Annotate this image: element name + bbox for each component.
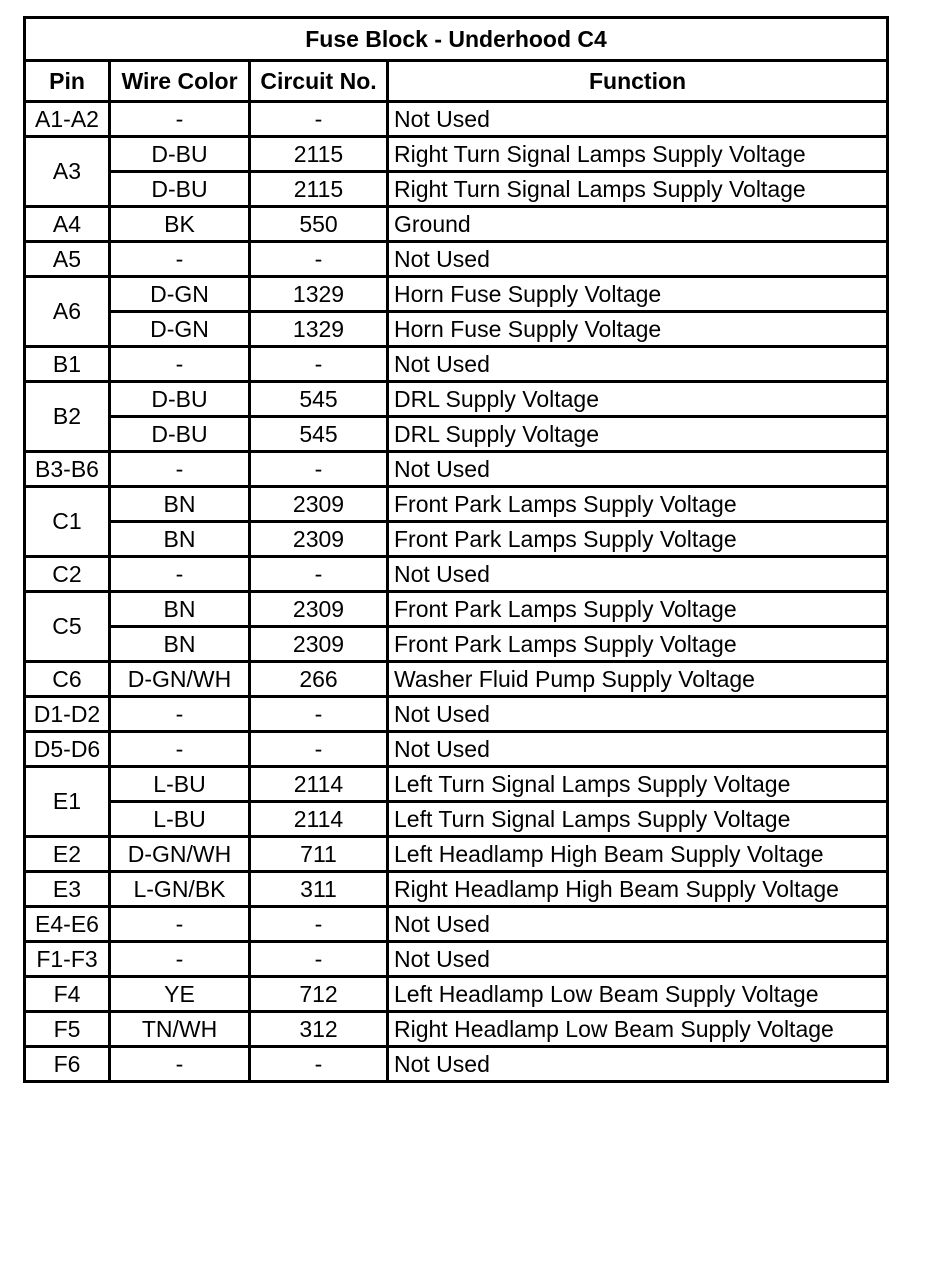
function-cell: Not Used bbox=[388, 102, 888, 137]
pin-cell: F4 bbox=[25, 977, 110, 1012]
function-cell: Not Used bbox=[388, 907, 888, 942]
table-row bbox=[25, 837, 888, 872]
pin-cell: D5-D6 bbox=[25, 732, 110, 767]
wire-color-cell: - bbox=[110, 732, 250, 767]
wire-color-cell: - bbox=[110, 907, 250, 942]
table-row bbox=[25, 802, 888, 837]
table-body bbox=[25, 102, 888, 1082]
function-cell: DRL Supply Voltage bbox=[388, 382, 888, 417]
table-row bbox=[25, 452, 888, 487]
function-cell: Right Headlamp High Beam Supply Voltage bbox=[388, 872, 888, 907]
table-row bbox=[25, 767, 888, 802]
header-circuit-no: Circuit No. bbox=[250, 61, 388, 102]
table-row bbox=[25, 907, 888, 942]
pin-cell: E1 bbox=[25, 767, 110, 837]
pin-cell: A6 bbox=[25, 277, 110, 347]
function-cell: Right Headlamp Low Beam Supply Voltage bbox=[388, 1012, 888, 1047]
table-row bbox=[25, 977, 888, 1012]
wire-color-cell: L-GN/BK bbox=[110, 872, 250, 907]
function-cell: Front Park Lamps Supply Voltage bbox=[388, 592, 888, 627]
circuit-no-cell: 2309 bbox=[250, 627, 388, 662]
circuit-no-cell: - bbox=[250, 697, 388, 732]
function-cell: DRL Supply Voltage bbox=[388, 417, 888, 452]
pin-cell: C1 bbox=[25, 487, 110, 557]
wire-color-cell: BN bbox=[110, 592, 250, 627]
circuit-no-cell: - bbox=[250, 242, 388, 277]
wire-color-cell: - bbox=[110, 942, 250, 977]
function-cell: Not Used bbox=[388, 347, 888, 382]
table-row bbox=[25, 207, 888, 242]
function-cell: Not Used bbox=[388, 732, 888, 767]
function-cell: Not Used bbox=[388, 452, 888, 487]
function-cell: Left Turn Signal Lamps Supply Voltage bbox=[388, 802, 888, 837]
circuit-no-cell: - bbox=[250, 557, 388, 592]
function-cell: Not Used bbox=[388, 1047, 888, 1082]
pin-cell: A5 bbox=[25, 242, 110, 277]
pin-cell: F1-F3 bbox=[25, 942, 110, 977]
wire-color-cell: - bbox=[110, 242, 250, 277]
function-cell: Not Used bbox=[388, 697, 888, 732]
circuit-no-cell: 1329 bbox=[250, 312, 388, 347]
pin-cell: A3 bbox=[25, 137, 110, 207]
table-row bbox=[25, 487, 888, 522]
table-row bbox=[25, 662, 888, 697]
function-cell: Right Turn Signal Lamps Supply Voltage bbox=[388, 172, 888, 207]
pin-cell: C2 bbox=[25, 557, 110, 592]
pin-cell: A4 bbox=[25, 207, 110, 242]
wire-color-cell: BN bbox=[110, 487, 250, 522]
table-row bbox=[25, 1012, 888, 1047]
function-cell: Horn Fuse Supply Voltage bbox=[388, 312, 888, 347]
function-cell: Left Headlamp Low Beam Supply Voltage bbox=[388, 977, 888, 1012]
pin-cell: E3 bbox=[25, 872, 110, 907]
wire-color-cell: - bbox=[110, 557, 250, 592]
pin-cell: C6 bbox=[25, 662, 110, 697]
table-row bbox=[25, 627, 888, 662]
function-cell: Horn Fuse Supply Voltage bbox=[388, 277, 888, 312]
circuit-no-cell: 311 bbox=[250, 872, 388, 907]
circuit-no-cell: - bbox=[250, 732, 388, 767]
function-cell: Front Park Lamps Supply Voltage bbox=[388, 522, 888, 557]
table-title: Fuse Block - Underhood C4 bbox=[25, 18, 888, 61]
wire-color-cell: YE bbox=[110, 977, 250, 1012]
table-row bbox=[25, 522, 888, 557]
table-row bbox=[25, 382, 888, 417]
wire-color-cell: - bbox=[110, 1047, 250, 1082]
wire-color-cell: D-BU bbox=[110, 417, 250, 452]
pin-cell: B1 bbox=[25, 347, 110, 382]
circuit-no-cell: - bbox=[250, 452, 388, 487]
function-cell: Washer Fluid Pump Supply Voltage bbox=[388, 662, 888, 697]
function-cell: Not Used bbox=[388, 942, 888, 977]
wire-color-cell: BN bbox=[110, 522, 250, 557]
circuit-no-cell: 2114 bbox=[250, 767, 388, 802]
table-row bbox=[25, 557, 888, 592]
circuit-no-cell: 2115 bbox=[250, 172, 388, 207]
circuit-no-cell: 2309 bbox=[250, 522, 388, 557]
table-row bbox=[25, 732, 888, 767]
circuit-no-cell: 266 bbox=[250, 662, 388, 697]
table-row bbox=[25, 872, 888, 907]
wire-color-cell: - bbox=[110, 347, 250, 382]
header-pin: Pin bbox=[25, 61, 110, 102]
wire-color-cell: - bbox=[110, 697, 250, 732]
table-row bbox=[25, 277, 888, 312]
header-function: Function bbox=[388, 61, 888, 102]
pin-cell: F6 bbox=[25, 1047, 110, 1082]
wire-color-cell: BK bbox=[110, 207, 250, 242]
circuit-no-cell: - bbox=[250, 1047, 388, 1082]
pin-cell: C5 bbox=[25, 592, 110, 662]
table-row bbox=[25, 697, 888, 732]
table-row bbox=[25, 347, 888, 382]
table-row bbox=[25, 417, 888, 452]
wire-color-cell: - bbox=[110, 102, 250, 137]
wire-color-cell: L-BU bbox=[110, 767, 250, 802]
circuit-no-cell: - bbox=[250, 907, 388, 942]
wire-color-cell: - bbox=[110, 452, 250, 487]
function-cell: Left Headlamp High Beam Supply Voltage bbox=[388, 837, 888, 872]
table-row bbox=[25, 102, 888, 137]
function-cell: Not Used bbox=[388, 242, 888, 277]
wire-color-cell: D-GN bbox=[110, 312, 250, 347]
table-row bbox=[25, 592, 888, 627]
circuit-no-cell: 711 bbox=[250, 837, 388, 872]
function-cell: Not Used bbox=[388, 557, 888, 592]
circuit-no-cell: 1329 bbox=[250, 277, 388, 312]
pin-cell: B2 bbox=[25, 382, 110, 452]
function-cell: Right Turn Signal Lamps Supply Voltage bbox=[388, 137, 888, 172]
wire-color-cell: D-GN/WH bbox=[110, 837, 250, 872]
table-row bbox=[25, 942, 888, 977]
table-row bbox=[25, 242, 888, 277]
wire-color-cell: D-GN bbox=[110, 277, 250, 312]
wire-color-cell: TN/WH bbox=[110, 1012, 250, 1047]
function-cell: Front Park Lamps Supply Voltage bbox=[388, 487, 888, 522]
wire-color-cell: D-BU bbox=[110, 172, 250, 207]
circuit-no-cell: - bbox=[250, 347, 388, 382]
table-row bbox=[25, 312, 888, 347]
wire-color-cell: D-BU bbox=[110, 382, 250, 417]
wire-color-cell: D-BU bbox=[110, 137, 250, 172]
pin-cell: D1-D2 bbox=[25, 697, 110, 732]
circuit-no-cell: 2114 bbox=[250, 802, 388, 837]
pin-cell: E2 bbox=[25, 837, 110, 872]
circuit-no-cell: 2115 bbox=[250, 137, 388, 172]
header-row bbox=[25, 61, 888, 102]
table-row bbox=[25, 137, 888, 172]
table-row bbox=[25, 172, 888, 207]
circuit-no-cell: 2309 bbox=[250, 487, 388, 522]
table-row bbox=[25, 1047, 888, 1082]
circuit-no-cell: 545 bbox=[250, 382, 388, 417]
circuit-no-cell: 2309 bbox=[250, 592, 388, 627]
fuse-block-table bbox=[23, 16, 889, 1083]
circuit-no-cell: 545 bbox=[250, 417, 388, 452]
pin-cell: B3-B6 bbox=[25, 452, 110, 487]
pin-cell: E4-E6 bbox=[25, 907, 110, 942]
pin-cell: A1-A2 bbox=[25, 102, 110, 137]
wire-color-cell: BN bbox=[110, 627, 250, 662]
title-row bbox=[25, 18, 888, 61]
pin-cell: F5 bbox=[25, 1012, 110, 1047]
circuit-no-cell: 712 bbox=[250, 977, 388, 1012]
circuit-no-cell: - bbox=[250, 102, 388, 137]
function-cell: Left Turn Signal Lamps Supply Voltage bbox=[388, 767, 888, 802]
wire-color-cell: L-BU bbox=[110, 802, 250, 837]
function-cell: Front Park Lamps Supply Voltage bbox=[388, 627, 888, 662]
function-cell: Ground bbox=[388, 207, 888, 242]
header-wire-color: Wire Color bbox=[110, 61, 250, 102]
circuit-no-cell: 312 bbox=[250, 1012, 388, 1047]
wire-color-cell: D-GN/WH bbox=[110, 662, 250, 697]
circuit-no-cell: - bbox=[250, 942, 388, 977]
circuit-no-cell: 550 bbox=[250, 207, 388, 242]
